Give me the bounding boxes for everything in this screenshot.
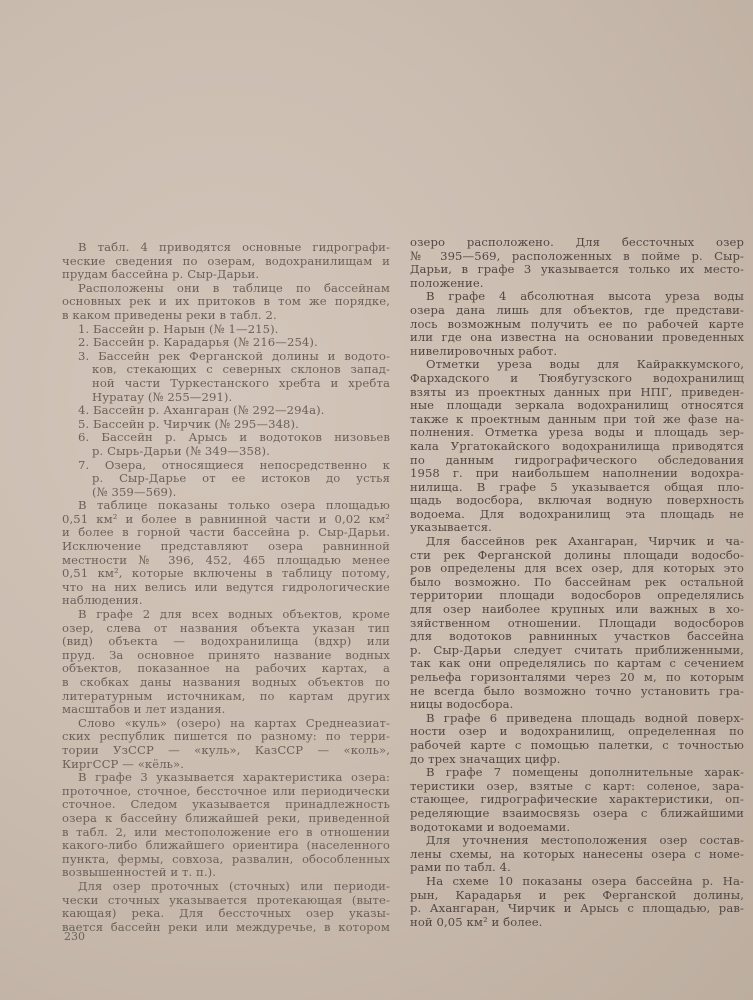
text-line: № 395—569, расположенных в пойме р. Сыр- <box>410 248 744 263</box>
paragraph <box>62 880 390 934</box>
text-line: ности озер и водохранилищ, определенная по <box>410 724 744 739</box>
text-line: кала Ургатокайского водохранилища приводятся <box>410 438 744 453</box>
text-line: Для уточнения местоположения озер состав- <box>426 833 744 848</box>
text-line: в табл. 2, или местоположение его в отношении <box>62 824 390 839</box>
text-line: Слово «куль» (озеро) на картах Среднеазиат- <box>78 715 390 730</box>
text-line: рын, Карадарья и рек Ферганской долины, <box>410 887 744 902</box>
paragraph <box>62 241 390 282</box>
text-line: нивелировочных работ. <box>410 343 558 358</box>
text-line: вается бассейн реки или междуречье, в котором <box>62 919 390 934</box>
text-line: взяты из проектных данных при НПГ, приведен- <box>410 384 744 399</box>
text-line: водоема. Для водохранилищ эта площадь не <box>410 506 744 521</box>
text-line: ков, стекающих с северных склонов запад- <box>92 362 390 377</box>
paragraph <box>410 712 744 766</box>
paragraph <box>410 766 744 834</box>
text-line: 3. Бассейн рек Ферганской долины и водото- <box>78 348 390 363</box>
text-line: щадь водосбора, включая водную поверхность <box>410 493 744 508</box>
text-line: объектов, показанное на рабочих картах, а <box>62 661 390 676</box>
text-line: В графе 3 указывается характеристика озера: <box>78 770 390 785</box>
text-line: по данным гидрографического обследования <box>410 452 744 467</box>
paragraph <box>410 535 744 712</box>
text-line: и более в горной части бассейна р. Сыр-Дарьи. <box>62 525 390 540</box>
text-line: зяйственном отношении. Площади водосборов <box>410 615 744 630</box>
text-line: основных рек и их притоков в том же порядке, <box>62 294 390 309</box>
text-line: В графе 2 для всех водных объектов, кроме <box>78 607 390 622</box>
paragraph <box>62 717 390 771</box>
text-line: положение. <box>410 275 484 290</box>
text-line: не всегда было возможно точно установить гра- <box>410 683 744 698</box>
list-item <box>62 418 390 432</box>
left-text-column <box>62 241 390 934</box>
text-line: озера дана лишь для объектов, где представи- <box>410 302 744 317</box>
text-line: р. Сыр-Дарьи следует считать приближенными, <box>410 642 744 657</box>
paragraph <box>410 834 744 875</box>
text-line: (вид) объекта — водохранилища (вдхр) или <box>62 634 390 649</box>
text-line: какого-либо ближайшего ориентира (населенного <box>62 838 390 853</box>
text-line: ческие сведения по озерам, водохранилищам и <box>62 253 390 268</box>
text-line: 5. Бассейн р. Чирчик (№ 295—348). <box>78 416 299 431</box>
text-line: 0,51 км², которые включены в таблицу потому, <box>62 566 390 581</box>
text-line: или где она известна на основании проведенных <box>410 330 744 345</box>
text-line: полнения. Отметка уреза воды и площадь зер- <box>410 425 744 440</box>
text-line: ной 0,05 км² и более. <box>410 914 543 929</box>
text-line: рабочей карте с помощью палетки, с точностью <box>410 737 744 752</box>
text-line: водотоками и водоемами. <box>410 819 571 834</box>
text-line: Для бассейнов рек Ахангаран, Чирчик и ча- <box>426 534 744 549</box>
text-line: наблюдения. <box>62 593 143 608</box>
list-item <box>62 323 390 337</box>
text-line: территории площади водосборов определялись <box>410 588 744 603</box>
list-item <box>62 431 390 458</box>
text-line: В графе 6 приведена площадь водной поверх- <box>426 710 744 725</box>
text-line: стающее, гидрографические характеристики, оп- <box>410 792 744 807</box>
text-line: Для озер проточных (сточных) или периоди- <box>78 878 390 893</box>
text-line: 2. Бассейн р. Карадарья (№ 216—254). <box>78 335 318 350</box>
text-line: ной части Туркестанского хребта и хребта <box>92 375 390 390</box>
text-line: р. Сырь-Дарьи (№ 349—358). <box>92 443 270 458</box>
text-line: В таблице показаны только озера площадью <box>78 498 390 513</box>
text-line: р. Ахангаран, Чирчик и Арысь с площадью, рав- <box>410 901 744 916</box>
text-line: так как они определялись по картам с сечением <box>410 656 744 671</box>
text-line: нилища. В графе 5 указывается общая пло- <box>410 479 744 494</box>
paragraph <box>410 875 744 929</box>
text-line: возвышенностей и т. п.). <box>62 865 217 880</box>
paragraph <box>410 236 744 290</box>
text-line: прудам бассейна р. Сыр-Дарьи. <box>62 267 260 282</box>
text-line: 1. Бассейн р. Нарын (№ 1—215). <box>78 321 279 336</box>
text-line: что на них велись или ведутся гидрологические <box>62 579 390 594</box>
text-line: в скобках даны названия водных объектов по <box>62 675 390 689</box>
list-item <box>62 350 390 404</box>
text-line: Нуратау (№ 255—291). <box>92 389 233 404</box>
text-line: для водотоков равнинных участков бассейна <box>410 629 744 644</box>
text-line: ров определены для всех озер, для которых это <box>410 561 744 576</box>
text-line: В табл. 4 приводятся основные гидрографи- <box>78 240 390 254</box>
text-line: было возможно. По бассейнам рек остальной <box>410 574 744 589</box>
text-line: 4. Бассейн р. Ахангаран (№ 292—294а). <box>78 403 325 418</box>
text-line: 1958 г. при наибольшем наполнении водохра- <box>410 466 744 481</box>
text-line: ницы водосбора. <box>410 697 514 712</box>
paragraph <box>410 358 744 535</box>
text-line: На схеме 10 показаны озера бассейна р. На- <box>426 873 744 888</box>
text-line: также к проектным данным при той же фазе на- <box>410 411 744 426</box>
text-line: до трех значащих цифр. <box>410 751 561 766</box>
text-line: теристики озер, взятые с карт: соленое, зара- <box>410 778 744 793</box>
paragraph <box>62 282 390 323</box>
paragraph <box>410 290 744 358</box>
text-line: озеро расположено. Для бессточных озер <box>410 235 744 249</box>
text-line: указывается. <box>410 520 492 535</box>
text-line: 7. Озера, относящиеся непосредственно к <box>78 457 390 472</box>
text-line: озера к бассейну ближайшей реки, приведенной <box>62 810 390 825</box>
paragraph <box>62 771 390 880</box>
text-line: лось возможным получить ее по рабочей карте <box>410 316 744 331</box>
text-line: сти рек Ферганской долины площади водосбо- <box>410 547 744 562</box>
text-line: пруд. За основное принято название водных <box>62 647 390 662</box>
text-line: рами по табл. 4. <box>410 860 511 875</box>
text-line: тории УзССР — «куль», КазССР — «коль», <box>62 742 390 757</box>
text-line: ные площади зеркала водохранилищ относятся <box>410 398 744 413</box>
paragraph <box>62 499 390 608</box>
text-line: В графе 4 абсолютная высота уреза воды <box>426 289 744 304</box>
text-line: для озер наиболее крупных или важных в хо- <box>410 602 744 617</box>
text-line: ределяющие взаимосвязь озера с ближайшими <box>410 805 744 820</box>
text-line: В графе 7 помещены дополнительные харак- <box>426 765 744 780</box>
page-number: 230 <box>64 930 85 943</box>
list-item <box>62 336 390 350</box>
text-line: рельефа горизонталями через 20 м, по которым <box>410 670 744 684</box>
list-item <box>62 459 390 500</box>
list-item <box>62 404 390 418</box>
text-line: пункта, фермы, совхоза, развалин, обособленных <box>62 851 390 866</box>
text-line: Дарьи, в графе 3 указывается только их место- <box>410 262 744 277</box>
paragraph <box>62 608 390 717</box>
text-line: Расположены они в таблице по бассейнам <box>78 280 390 295</box>
text-line: кающая) река. Для бессточных озер указы- <box>62 906 390 921</box>
text-line: озер, слева от названия объекта указан тип <box>62 620 390 635</box>
text-line: в каком приведены реки в табл. 2. <box>62 307 277 322</box>
text-line: р. Сыр-Дарье от ее истоков до устья <box>92 471 390 486</box>
text-line: Фархадского и Тюябугузского водохранилищ <box>410 370 744 385</box>
text-line: КиргССР — «кёль». <box>62 756 185 771</box>
text-line: 6. Бассейн р. Арысь и водотоков низовьев <box>78 430 390 445</box>
text-line: (№ 359—569). <box>92 484 177 499</box>
text-line: Отметки уреза воды для Кайраккумского, <box>426 357 744 372</box>
text-line: масштабов и лет издания. <box>62 702 226 717</box>
text-line: ских республик пишется по разному: по терри- <box>62 729 390 744</box>
text-line: Исключение представляют озера равнинной <box>62 539 390 554</box>
text-line: сточное. Следом указывается принадлежность <box>62 797 390 812</box>
right-text-column <box>410 236 744 929</box>
text-line: чески сточных указывается протекающая (выте- <box>62 892 390 907</box>
text-line: лены схемы, на которых нанесены озера с номе- <box>410 846 744 861</box>
text-line: литературным источникам, по картам других <box>62 688 390 703</box>
text-line: местности № 396, 452, 465 площадью менее <box>62 552 390 567</box>
text-line: проточное, сточное, бессточное или периодически <box>62 783 390 798</box>
text-line: 0,51 км² и более в равнинной части и 0,02 км² <box>62 511 390 526</box>
